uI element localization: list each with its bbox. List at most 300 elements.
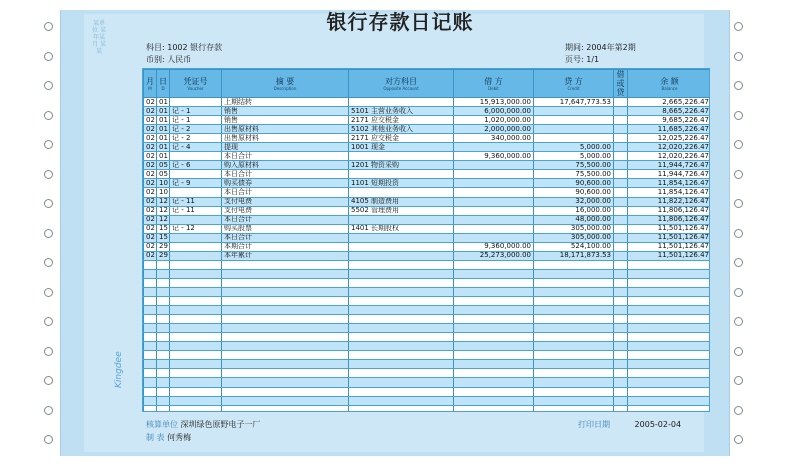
tractor-feed-hole — [44, 111, 53, 120]
table-cell — [614, 125, 628, 134]
column-header-sublabel: Credit — [567, 85, 580, 91]
tractor-feed-hole — [44, 81, 53, 90]
table-cell: 上期结转 — [222, 98, 349, 107]
table-cell — [534, 396, 614, 405]
tractor-feed-hole — [44, 22, 53, 31]
table-cell — [534, 360, 614, 369]
table-cell — [614, 396, 628, 405]
table-cell: 17,647,773.53 — [534, 98, 614, 107]
table-cell — [614, 170, 628, 179]
empty-row — [144, 269, 711, 278]
table-cell: 48,000.00 — [534, 215, 614, 224]
table-cell — [628, 324, 711, 333]
table-cell — [534, 324, 614, 333]
table-cell — [222, 287, 349, 296]
table-cell — [170, 378, 222, 387]
table-cell: 01 — [157, 152, 170, 161]
table-cell: 02 — [144, 98, 157, 107]
table-cell — [614, 251, 628, 260]
table-cell — [628, 333, 711, 342]
table-cell — [157, 387, 170, 396]
table-row — [144, 125, 711, 134]
period-label: 期间: — [565, 43, 584, 52]
table-cell — [454, 387, 534, 396]
table-cell — [534, 315, 614, 324]
table-row — [144, 161, 711, 170]
table-cell: 12 — [157, 206, 170, 215]
table-cell — [614, 233, 628, 242]
tractor-feed-hole — [734, 81, 743, 90]
table-cell: 02 — [144, 242, 157, 251]
table-cell: 02 — [144, 152, 157, 161]
table-cell — [170, 342, 222, 351]
table-cell — [628, 369, 711, 378]
table-cell — [170, 233, 222, 242]
table-cell — [628, 351, 711, 360]
table-cell: 2,000,000.00 — [454, 125, 534, 134]
table-cell — [534, 333, 614, 342]
tractor-feed-hole — [44, 317, 53, 326]
tractor-feed-hole — [44, 435, 53, 444]
table-cell: 11,501,126.47 — [628, 242, 711, 251]
table-cell: 02 — [144, 161, 157, 170]
table-cell — [614, 242, 628, 251]
table-cell — [144, 287, 157, 296]
table-cell — [454, 260, 534, 269]
table-cell — [628, 306, 711, 315]
table-cell: 5102 其他业务收入 — [349, 125, 454, 134]
table-cell — [349, 297, 454, 306]
table-cell: 1201 物资采购 — [349, 161, 454, 170]
tractor-feed-hole — [734, 376, 743, 385]
table-cell — [222, 269, 349, 278]
table-cell: 2171 应交税金 — [349, 116, 454, 125]
table-cell — [144, 405, 157, 412]
table-cell — [628, 297, 711, 306]
column-header-label: 日 — [159, 76, 167, 86]
empty-row — [144, 396, 711, 405]
table-cell — [614, 351, 628, 360]
kingdee-brand: Kingdee — [114, 351, 124, 388]
table-cell: 02 — [144, 143, 157, 152]
table-cell — [628, 260, 711, 269]
table-cell — [144, 342, 157, 351]
table-cell: 记 - 11 — [170, 206, 222, 215]
maker-value: 何秀梅 — [167, 433, 192, 442]
table-cell: 销售 — [222, 107, 349, 116]
table-cell — [222, 396, 349, 405]
table-cell — [349, 324, 454, 333]
table-cell: 2,665,226.47 — [628, 98, 711, 107]
table-cell — [222, 351, 349, 360]
table-cell: 支付电费 — [222, 197, 349, 206]
table-cell — [349, 287, 454, 296]
table-cell — [170, 269, 222, 278]
table-cell: 02 — [144, 233, 157, 242]
table-cell — [454, 224, 534, 233]
table-cell — [144, 387, 157, 396]
column-header-sublabel: Opposite Account — [383, 85, 419, 91]
table-cell — [349, 170, 454, 179]
table-cell — [349, 233, 454, 242]
table-cell — [614, 116, 628, 125]
table-cell — [222, 369, 349, 378]
subject-info — [146, 42, 222, 53]
tractor-feed-hole — [734, 347, 743, 356]
tractor-feed-hole — [734, 111, 743, 120]
table-cell: 1001 现金 — [349, 143, 454, 152]
table-cell — [454, 396, 534, 405]
empty-row — [144, 387, 711, 396]
table-cell — [349, 260, 454, 269]
table-cell — [170, 333, 222, 342]
table-cell — [157, 315, 170, 324]
tractor-feed-hole — [734, 435, 743, 444]
table-cell — [157, 287, 170, 296]
table-cell: 10 — [157, 188, 170, 197]
table-cell — [454, 306, 534, 315]
table-cell: 02 — [144, 125, 157, 134]
table-cell: 9,685,226.47 — [628, 116, 711, 125]
table-cell — [454, 333, 534, 342]
table-cell: 05 — [157, 161, 170, 170]
table-cell — [157, 324, 170, 333]
period-info — [565, 42, 636, 53]
table-cell: 05 — [157, 170, 170, 179]
table-cell: 记 - 4 — [170, 143, 222, 152]
table-cell — [349, 98, 454, 107]
table-cell — [170, 215, 222, 224]
print-date-label: 打印日期 — [578, 420, 610, 429]
table-cell — [349, 152, 454, 161]
table-cell — [628, 405, 711, 412]
table-cell — [614, 206, 628, 215]
table-row — [144, 170, 711, 179]
table-cell — [614, 215, 628, 224]
table-cell: 提现 — [222, 143, 349, 152]
table-cell: 12,020,226.47 — [628, 152, 711, 161]
column-header-label: 月 — [146, 76, 154, 86]
table-cell: 12,020,226.47 — [628, 143, 711, 152]
period-value: 2004年第2期 — [586, 43, 636, 52]
table-cell — [454, 188, 534, 197]
table-cell — [144, 351, 157, 360]
table-cell — [614, 342, 628, 351]
table-cell — [349, 369, 454, 378]
table-cell — [170, 315, 222, 324]
ledger-table — [142, 68, 710, 412]
subject-label: 科目: — [146, 43, 165, 52]
table-cell: 90,600.00 — [534, 188, 614, 197]
table-cell — [534, 297, 614, 306]
table-cell — [534, 387, 614, 396]
table-cell — [222, 324, 349, 333]
table-cell — [157, 378, 170, 387]
table-row — [144, 179, 711, 188]
table-row — [144, 242, 711, 251]
table-cell: 5101 主营业务收入 — [349, 107, 454, 116]
table-cell: 本日合计 — [222, 170, 349, 179]
table-cell — [614, 107, 628, 116]
table-cell — [534, 134, 614, 143]
table-cell: 本日合计 — [222, 233, 349, 242]
table-cell — [170, 306, 222, 315]
table-cell — [454, 197, 534, 206]
table-cell — [144, 297, 157, 306]
table-cell — [534, 278, 614, 287]
table-cell — [170, 170, 222, 179]
column-header-label: 凭证号 — [183, 76, 208, 86]
table-cell: 25,273,000.00 — [454, 251, 534, 260]
column-header — [349, 70, 454, 98]
column-header — [534, 70, 614, 98]
table-cell — [454, 342, 534, 351]
table-cell — [170, 152, 222, 161]
table-cell — [144, 278, 157, 287]
table-cell: 5,000.00 — [534, 152, 614, 161]
table-cell — [349, 215, 454, 224]
table-cell — [349, 342, 454, 351]
tractor-feed-hole — [44, 347, 53, 356]
table-cell: 1101 短期投资 — [349, 179, 454, 188]
table-cell: 02 — [144, 116, 157, 125]
table-cell: 01 — [157, 107, 170, 116]
table-cell — [614, 333, 628, 342]
table-header-row — [144, 70, 711, 98]
table-cell: 4105 制造费用 — [349, 197, 454, 206]
table-row — [144, 134, 711, 143]
page-label: 页号: — [565, 55, 584, 64]
table-cell: 记 - 1 — [170, 107, 222, 116]
table-cell: 01 — [157, 143, 170, 152]
table-cell — [170, 251, 222, 260]
table-row — [144, 98, 711, 107]
table-cell: 记 - 2 — [170, 134, 222, 143]
table-cell: 记 - 1 — [170, 116, 222, 125]
table-row — [144, 206, 711, 215]
table-cell — [614, 98, 628, 107]
table-row — [144, 116, 711, 125]
subject-value: 1002 银行存款 — [167, 43, 223, 52]
table-row — [144, 152, 711, 161]
table-cell — [614, 188, 628, 197]
table-cell — [170, 369, 222, 378]
table-cell — [534, 269, 614, 278]
table-cell — [454, 287, 534, 296]
table-cell: 出售原材料 — [222, 134, 349, 143]
table-cell — [534, 116, 614, 125]
table-cell: 340,000.00 — [454, 134, 534, 143]
table-cell: 出售原材料 — [222, 125, 349, 134]
table-cell — [222, 278, 349, 287]
table-cell: 15,913,000.00 — [454, 98, 534, 107]
table-cell — [614, 143, 628, 152]
table-cell: 90,600.00 — [534, 179, 614, 188]
table-cell: 11,685,226.47 — [628, 125, 711, 134]
table-cell — [222, 260, 349, 269]
table-cell — [349, 188, 454, 197]
tractor-feed-hole — [44, 199, 53, 208]
tractor-feed-hole — [734, 199, 743, 208]
table-cell — [628, 269, 711, 278]
table-cell — [454, 405, 534, 412]
table-cell — [454, 369, 534, 378]
table-row — [144, 197, 711, 206]
table-cell: 29 — [157, 242, 170, 251]
table-cell: 11,501,126.47 — [628, 251, 711, 260]
table-cell: 15 — [157, 233, 170, 242]
table-cell — [614, 369, 628, 378]
table-cell — [454, 215, 534, 224]
table-cell — [170, 405, 222, 412]
table-cell — [454, 170, 534, 179]
table-cell — [349, 351, 454, 360]
table-cell: 01 — [157, 134, 170, 143]
table-cell — [454, 360, 534, 369]
table-cell: 10 — [157, 179, 170, 188]
table-cell: 5,000.00 — [534, 143, 614, 152]
table-cell — [534, 306, 614, 315]
table-cell: 02 — [144, 206, 157, 215]
table-cell — [614, 278, 628, 287]
table-cell: 02 — [144, 224, 157, 233]
column-header — [614, 70, 628, 98]
table-cell — [534, 125, 614, 134]
table-cell: 11,822,126.47 — [628, 197, 711, 206]
column-header-sublabel: Debit — [488, 85, 499, 91]
table-cell — [222, 297, 349, 306]
tractor-feed-hole — [734, 258, 743, 267]
table-cell — [349, 242, 454, 251]
table-cell — [144, 360, 157, 369]
table-cell: 11,501,126.47 — [628, 224, 711, 233]
tractor-feed-hole — [44, 140, 53, 149]
table-cell — [157, 351, 170, 360]
table-cell — [222, 306, 349, 315]
table-cell — [157, 260, 170, 269]
table-cell: 16,000.00 — [534, 206, 614, 215]
table-cell — [534, 342, 614, 351]
table-cell: 本日合计 — [222, 188, 349, 197]
print-date-info — [578, 419, 681, 430]
table-cell — [222, 360, 349, 369]
table-cell — [170, 98, 222, 107]
table-cell — [170, 351, 222, 360]
table-cell — [628, 342, 711, 351]
table-cell — [349, 333, 454, 342]
table-cell — [144, 269, 157, 278]
table-cell — [349, 360, 454, 369]
tractor-feed-hole — [734, 22, 743, 31]
table-cell — [222, 315, 349, 324]
column-header — [628, 70, 711, 98]
column-header — [157, 70, 170, 98]
table-cell: 本年累计 — [222, 251, 349, 260]
tractor-feed-hole — [734, 406, 743, 415]
tractor-feed-hole — [734, 52, 743, 61]
table-body — [144, 98, 711, 413]
table-cell — [628, 287, 711, 296]
table-cell: 本日合计 — [222, 215, 349, 224]
table-cell: 购买股票 — [222, 224, 349, 233]
column-header-sublabel: Description — [273, 85, 297, 91]
table-cell — [614, 306, 628, 315]
table-cell: 购买债券 — [222, 179, 349, 188]
table-cell — [454, 269, 534, 278]
table-cell — [170, 260, 222, 269]
table-cell: 记 - 12 — [170, 224, 222, 233]
table-cell — [157, 306, 170, 315]
table-cell — [454, 278, 534, 287]
table-cell — [144, 260, 157, 269]
side-caption-left: 某单位 某年某月 某某 — [92, 20, 106, 55]
maker-label: 制 表 — [146, 433, 165, 442]
table-cell — [170, 324, 222, 333]
table-row — [144, 224, 711, 233]
currency-label: 币别: — [146, 55, 165, 64]
table-cell — [614, 152, 628, 161]
table-cell — [349, 396, 454, 405]
empty-row — [144, 324, 711, 333]
table-row — [144, 251, 711, 260]
print-date-value: 2005-02-04 — [634, 420, 682, 429]
table-cell — [454, 315, 534, 324]
table-cell — [170, 278, 222, 287]
company-value: 深圳绿色原野电子一厂 — [180, 420, 261, 429]
table-cell — [170, 297, 222, 306]
column-header-sublabel: M — [148, 85, 152, 91]
table-cell: 29 — [157, 251, 170, 260]
tractor-feed-hole — [44, 258, 53, 267]
table-cell — [157, 396, 170, 405]
table-cell: 11,806,126.47 — [628, 215, 711, 224]
empty-row — [144, 278, 711, 287]
tractor-feed-hole — [734, 288, 743, 297]
table-cell — [349, 387, 454, 396]
table-cell: 02 — [144, 197, 157, 206]
table-cell — [614, 134, 628, 143]
table-cell — [534, 405, 614, 412]
empty-row — [144, 360, 711, 369]
column-header-label: 借 方 — [484, 76, 503, 86]
empty-row — [144, 369, 711, 378]
tractor-feed-hole — [734, 170, 743, 179]
company-info — [146, 419, 261, 430]
table-cell: 记 - 11 — [170, 197, 222, 206]
table-cell — [454, 297, 534, 306]
table-cell — [614, 315, 628, 324]
tractor-feed-hole — [734, 317, 743, 326]
empty-row — [144, 260, 711, 269]
table-cell: 记 - 2 — [170, 125, 222, 134]
table-cell — [144, 396, 157, 405]
table-cell: 01 — [157, 116, 170, 125]
table-cell: 支付电费 — [222, 206, 349, 215]
table-cell — [454, 179, 534, 188]
tractor-feed-hole — [734, 229, 743, 238]
tractor-feed-hole — [44, 229, 53, 238]
column-header-sublabel: Voucher — [187, 85, 204, 91]
empty-row — [144, 342, 711, 351]
table-cell: 9,360,000.00 — [454, 152, 534, 161]
empty-row — [144, 315, 711, 324]
column-header — [454, 70, 534, 98]
table-cell: 02 — [144, 188, 157, 197]
table-cell: 02 — [144, 134, 157, 143]
column-header-label: 余 额 — [660, 76, 679, 86]
table-cell — [454, 351, 534, 360]
table-cell — [614, 224, 628, 233]
